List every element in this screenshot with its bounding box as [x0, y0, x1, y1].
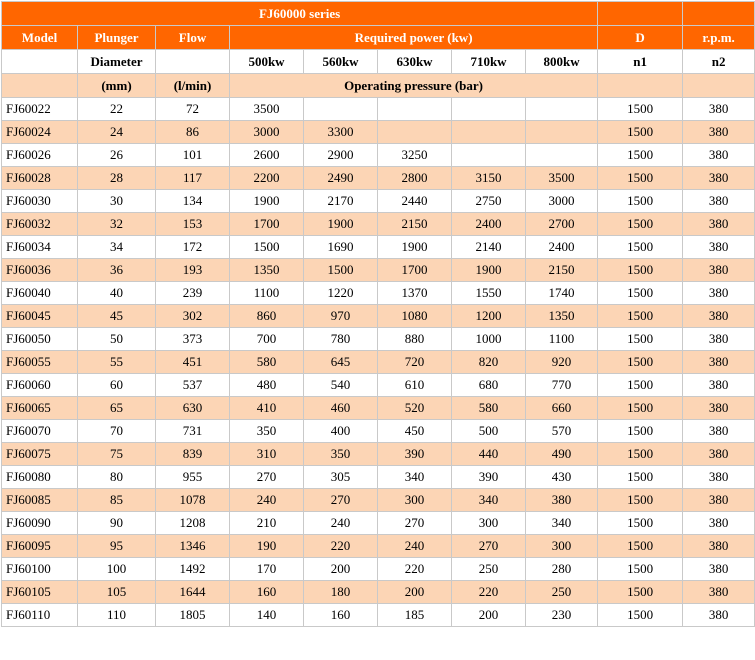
pressure-cell: 2170	[304, 190, 378, 213]
required-power-header: Required power (kw)	[230, 26, 598, 50]
blank-cell	[2, 74, 78, 98]
table-row	[2, 144, 755, 167]
n2-cell: 380	[683, 121, 755, 144]
pressure-cell: 2400	[452, 213, 526, 236]
model-cell: FJ60032	[2, 213, 78, 236]
pressure-cell: 610	[378, 374, 452, 397]
pressure-cell: 160	[230, 581, 304, 604]
table-row	[2, 351, 755, 374]
table-row	[2, 305, 755, 328]
pressure-cell: 200	[452, 604, 526, 627]
pressure-cell: 820	[452, 351, 526, 374]
table-row	[2, 328, 755, 351]
model-cell: FJ60085	[2, 489, 78, 512]
n2-cell: 380	[683, 466, 755, 489]
table-row	[2, 489, 755, 512]
pressure-cell: 270	[230, 466, 304, 489]
blank-cell	[2, 50, 78, 74]
pressure-cell: 1900	[230, 190, 304, 213]
n1-cell: 1500	[598, 558, 683, 581]
n2-cell: 380	[683, 213, 755, 236]
table-row	[2, 259, 755, 282]
power-header-560: 560kw	[304, 50, 378, 74]
diameter-cell: 85	[78, 489, 156, 512]
n1-cell: 1500	[598, 236, 683, 259]
model-cell: FJ60036	[2, 259, 78, 282]
pressure-cell: 430	[526, 466, 598, 489]
n2-cell: 380	[683, 167, 755, 190]
pressure-cell: 240	[304, 512, 378, 535]
pressure-cell: 350	[304, 443, 378, 466]
table-row	[2, 558, 755, 581]
pressure-cell: 480	[230, 374, 304, 397]
pressure-cell: 340	[378, 466, 452, 489]
pressure-cell: 720	[378, 351, 452, 374]
pressure-cell: 240	[378, 535, 452, 558]
pressure-cell: 2750	[452, 190, 526, 213]
flow-cell: 630	[156, 397, 230, 420]
flow-cell: 1644	[156, 581, 230, 604]
table-row	[2, 581, 755, 604]
flow-cell: 1805	[156, 604, 230, 627]
blank-cell	[156, 50, 230, 74]
power-header-710: 710kw	[452, 50, 526, 74]
pressure-cell: 310	[230, 443, 304, 466]
diameter-cell: 32	[78, 213, 156, 236]
model-cell: FJ60022	[2, 98, 78, 121]
n2-header: n2	[683, 50, 755, 74]
table-row	[2, 397, 755, 420]
table-row	[2, 236, 755, 259]
n1-cell: 1500	[598, 167, 683, 190]
pressure-cell: 3250	[378, 144, 452, 167]
lmin-unit: (l/min)	[156, 74, 230, 98]
table-row	[2, 190, 755, 213]
n2-cell: 380	[683, 604, 755, 627]
flow-cell: 731	[156, 420, 230, 443]
diameter-cell: 28	[78, 167, 156, 190]
diameter-cell: 60	[78, 374, 156, 397]
flow-cell: 172	[156, 236, 230, 259]
pressure-cell: 645	[304, 351, 378, 374]
pressure-cell: 400	[304, 420, 378, 443]
pressure-cell: 540	[304, 374, 378, 397]
pressure-cell: 700	[230, 328, 304, 351]
n1-cell: 1500	[598, 466, 683, 489]
pressure-cell: 230	[526, 604, 598, 627]
flow-cell: 839	[156, 443, 230, 466]
series-title: FJ60000 series	[2, 2, 598, 26]
pressure-cell: 460	[304, 397, 378, 420]
pressure-cell: 240	[230, 489, 304, 512]
diameter-cell: 45	[78, 305, 156, 328]
model-cell: FJ60100	[2, 558, 78, 581]
power-header-500: 500kw	[230, 50, 304, 74]
pressure-cell: 1900	[378, 236, 452, 259]
pressure-cell: 1740	[526, 282, 598, 305]
pressure-cell: 860	[230, 305, 304, 328]
n2-cell: 380	[683, 98, 755, 121]
pressure-cell: 880	[378, 328, 452, 351]
pressure-cell: 140	[230, 604, 304, 627]
diameter-header: Diameter	[78, 50, 156, 74]
model-cell: FJ60055	[2, 351, 78, 374]
flow-cell: 1346	[156, 535, 230, 558]
pressure-cell	[526, 144, 598, 167]
table-row	[2, 167, 755, 190]
pressure-cell: 340	[452, 489, 526, 512]
pressure-cell: 780	[304, 328, 378, 351]
model-cell: FJ60026	[2, 144, 78, 167]
pressure-cell: 180	[304, 581, 378, 604]
pressure-cell: 3000	[526, 190, 598, 213]
pressure-cell: 2800	[378, 167, 452, 190]
diameter-cell: 30	[78, 190, 156, 213]
table-row	[2, 121, 755, 144]
rpm-header: r.p.m.	[683, 26, 755, 50]
pressure-cell: 2150	[526, 259, 598, 282]
pressure-cell: 660	[526, 397, 598, 420]
pressure-cell: 200	[378, 581, 452, 604]
table-row	[2, 443, 755, 466]
pressure-cell: 1700	[378, 259, 452, 282]
pressure-cell: 1900	[304, 213, 378, 236]
pressure-cell: 2900	[304, 144, 378, 167]
pressure-cell	[378, 121, 452, 144]
model-cell: FJ60070	[2, 420, 78, 443]
pressure-cell: 350	[230, 420, 304, 443]
pressure-cell: 1690	[304, 236, 378, 259]
pressure-cell	[452, 98, 526, 121]
pressure-cell	[452, 144, 526, 167]
flow-cell: 1078	[156, 489, 230, 512]
model-cell: FJ60050	[2, 328, 78, 351]
pressure-cell: 2440	[378, 190, 452, 213]
pressure-cell: 280	[526, 558, 598, 581]
flow-cell: 373	[156, 328, 230, 351]
power-header-800: 800kw	[526, 50, 598, 74]
pressure-cell: 1550	[452, 282, 526, 305]
n2-cell: 380	[683, 489, 755, 512]
n1-cell: 1500	[598, 420, 683, 443]
pressure-cell: 1370	[378, 282, 452, 305]
diameter-cell: 100	[78, 558, 156, 581]
model-cell: FJ60105	[2, 581, 78, 604]
power-header-630: 630kw	[378, 50, 452, 74]
flow-cell: 72	[156, 98, 230, 121]
table-row	[2, 213, 755, 236]
pressure-cell	[526, 121, 598, 144]
pressure-cell: 220	[304, 535, 378, 558]
model-cell: FJ60030	[2, 190, 78, 213]
diameter-cell: 24	[78, 121, 156, 144]
n2-cell: 380	[683, 305, 755, 328]
pressure-cell: 2140	[452, 236, 526, 259]
diameter-cell: 26	[78, 144, 156, 167]
pressure-cell: 220	[452, 581, 526, 604]
flow-cell: 193	[156, 259, 230, 282]
pressure-cell: 340	[526, 512, 598, 535]
pressure-cell: 1220	[304, 282, 378, 305]
pressure-cell: 250	[526, 581, 598, 604]
n2-cell: 380	[683, 328, 755, 351]
pressure-cell: 170	[230, 558, 304, 581]
n1-cell: 1500	[598, 121, 683, 144]
n1-cell: 1500	[598, 305, 683, 328]
spec-table	[1, 1, 755, 627]
pressure-cell: 2150	[378, 213, 452, 236]
pressure-cell: 1350	[230, 259, 304, 282]
table-row	[2, 604, 755, 627]
n1-cell: 1500	[598, 259, 683, 282]
pressure-cell: 580	[230, 351, 304, 374]
subheader-row	[2, 50, 755, 74]
table-row	[2, 535, 755, 558]
diameter-cell: 40	[78, 282, 156, 305]
n2-cell: 380	[683, 443, 755, 466]
table-row	[2, 98, 755, 121]
pressure-cell: 380	[526, 489, 598, 512]
pressure-cell: 1500	[230, 236, 304, 259]
pressure-cell: 305	[304, 466, 378, 489]
series-blank-2	[683, 2, 755, 26]
pressure-cell: 270	[378, 512, 452, 535]
flow-cell: 86	[156, 121, 230, 144]
pressure-cell: 2490	[304, 167, 378, 190]
pressure-cell: 2200	[230, 167, 304, 190]
diameter-cell: 105	[78, 581, 156, 604]
n2-cell: 380	[683, 144, 755, 167]
pressure-cell	[526, 98, 598, 121]
n2-cell: 380	[683, 581, 755, 604]
n2-cell: 380	[683, 420, 755, 443]
n1-cell: 1500	[598, 489, 683, 512]
n1-cell: 1500	[598, 98, 683, 121]
model-cell: FJ60065	[2, 397, 78, 420]
pressure-cell: 1100	[526, 328, 598, 351]
pressure-cell: 2600	[230, 144, 304, 167]
model-cell: FJ60024	[2, 121, 78, 144]
n2-cell: 380	[683, 397, 755, 420]
pressure-cell: 300	[526, 535, 598, 558]
model-cell: FJ60034	[2, 236, 78, 259]
flow-cell: 134	[156, 190, 230, 213]
pressure-cell: 1200	[452, 305, 526, 328]
pressure-cell: 500	[452, 420, 526, 443]
flow-cell: 101	[156, 144, 230, 167]
n1-cell: 1500	[598, 213, 683, 236]
flow-cell: 1492	[156, 558, 230, 581]
diameter-cell: 34	[78, 236, 156, 259]
pressure-cell: 410	[230, 397, 304, 420]
pressure-cell: 2400	[526, 236, 598, 259]
pressure-cell: 680	[452, 374, 526, 397]
n2-cell: 380	[683, 558, 755, 581]
pressure-cell: 3000	[230, 121, 304, 144]
n2-cell: 380	[683, 190, 755, 213]
pressure-cell: 185	[378, 604, 452, 627]
pressure-cell: 440	[452, 443, 526, 466]
n2-cell: 380	[683, 374, 755, 397]
n1-cell: 1500	[598, 397, 683, 420]
n1-cell: 1500	[598, 144, 683, 167]
pressure-cell: 1700	[230, 213, 304, 236]
flow-cell: 537	[156, 374, 230, 397]
pressure-cell: 970	[304, 305, 378, 328]
diameter-cell: 70	[78, 420, 156, 443]
diameter-cell: 22	[78, 98, 156, 121]
flow-cell: 302	[156, 305, 230, 328]
n1-cell: 1500	[598, 190, 683, 213]
pressure-cell: 450	[378, 420, 452, 443]
pressure-cell: 1100	[230, 282, 304, 305]
pressure-cell: 190	[230, 535, 304, 558]
n2-cell: 380	[683, 282, 755, 305]
pressure-cell	[378, 98, 452, 121]
pressure-cell: 390	[452, 466, 526, 489]
pressure-cell: 520	[378, 397, 452, 420]
pressure-cell: 210	[230, 512, 304, 535]
flow-cell: 117	[156, 167, 230, 190]
operating-pressure-header: Operating pressure (bar)	[230, 74, 598, 98]
blank-cell	[683, 74, 755, 98]
flow-cell: 451	[156, 351, 230, 374]
pressure-cell: 770	[526, 374, 598, 397]
table-row	[2, 420, 755, 443]
n1-cell: 1500	[598, 581, 683, 604]
model-cell: FJ60090	[2, 512, 78, 535]
table-row	[2, 466, 755, 489]
series-blank-1	[598, 2, 683, 26]
pressure-cell	[304, 98, 378, 121]
n1-cell: 1500	[598, 512, 683, 535]
diameter-cell: 36	[78, 259, 156, 282]
diameter-cell: 75	[78, 443, 156, 466]
n1-cell: 1500	[598, 374, 683, 397]
pressure-cell: 1350	[526, 305, 598, 328]
diameter-cell: 55	[78, 351, 156, 374]
pressure-cell: 3300	[304, 121, 378, 144]
pressure-cell: 200	[304, 558, 378, 581]
pressure-cell: 3500	[526, 167, 598, 190]
n2-cell: 380	[683, 351, 755, 374]
pressure-cell: 570	[526, 420, 598, 443]
n1-cell: 1500	[598, 535, 683, 558]
blank-cell	[598, 74, 683, 98]
plunger-header: Plunger	[78, 26, 156, 50]
pressure-cell: 270	[304, 489, 378, 512]
pressure-cell: 2700	[526, 213, 598, 236]
series-title-row	[2, 2, 755, 26]
flow-cell: 239	[156, 282, 230, 305]
pressure-cell: 1500	[304, 259, 378, 282]
diameter-cell: 65	[78, 397, 156, 420]
model-cell: FJ60040	[2, 282, 78, 305]
pressure-cell: 300	[452, 512, 526, 535]
diameter-cell: 110	[78, 604, 156, 627]
header-row	[2, 26, 755, 50]
diameter-cell: 50	[78, 328, 156, 351]
pressure-cell: 300	[378, 489, 452, 512]
pressure-cell: 3150	[452, 167, 526, 190]
model-cell: FJ60028	[2, 167, 78, 190]
model-cell: FJ60095	[2, 535, 78, 558]
diameter-cell: 90	[78, 512, 156, 535]
n1-cell: 1500	[598, 443, 683, 466]
model-cell: FJ60080	[2, 466, 78, 489]
n2-cell: 380	[683, 535, 755, 558]
n1-cell: 1500	[598, 328, 683, 351]
n2-cell: 380	[683, 236, 755, 259]
flow-cell: 153	[156, 213, 230, 236]
n2-cell: 380	[683, 259, 755, 282]
n2-cell: 380	[683, 512, 755, 535]
d-header: D	[598, 26, 683, 50]
pressure-cell: 3500	[230, 98, 304, 121]
model-cell: FJ60110	[2, 604, 78, 627]
n1-cell: 1500	[598, 351, 683, 374]
pressure-cell: 160	[304, 604, 378, 627]
pressure-cell: 250	[452, 558, 526, 581]
n1-header: n1	[598, 50, 683, 74]
pressure-cell: 220	[378, 558, 452, 581]
pressure-cell: 920	[526, 351, 598, 374]
mm-unit: (mm)	[78, 74, 156, 98]
pressure-cell: 1080	[378, 305, 452, 328]
model-header: Model	[2, 26, 78, 50]
flow-header: Flow	[156, 26, 230, 50]
diameter-cell: 95	[78, 535, 156, 558]
flow-cell: 955	[156, 466, 230, 489]
pressure-cell: 1900	[452, 259, 526, 282]
table-row	[2, 282, 755, 305]
pressure-cell: 490	[526, 443, 598, 466]
table-row	[2, 512, 755, 535]
flow-cell: 1208	[156, 512, 230, 535]
pressure-cell: 270	[452, 535, 526, 558]
model-cell: FJ60075	[2, 443, 78, 466]
n1-cell: 1500	[598, 282, 683, 305]
model-cell: FJ60045	[2, 305, 78, 328]
table-row	[2, 374, 755, 397]
units-row	[2, 74, 755, 98]
pressure-cell: 580	[452, 397, 526, 420]
n1-cell: 1500	[598, 604, 683, 627]
model-cell: FJ60060	[2, 374, 78, 397]
pressure-cell: 1000	[452, 328, 526, 351]
pressure-cell	[452, 121, 526, 144]
diameter-cell: 80	[78, 466, 156, 489]
pressure-cell: 390	[378, 443, 452, 466]
